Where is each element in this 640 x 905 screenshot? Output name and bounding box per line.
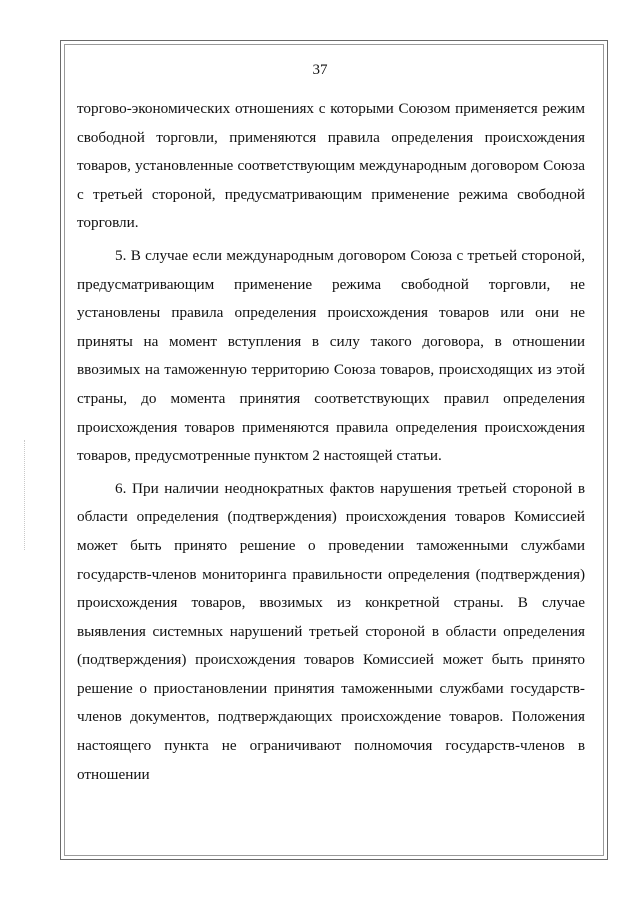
paragraph-item-6: 6. При наличии неоднократных фактов нарушения третьей стороной в области определения (подтверждения) происхождения товаров Комиссией может быть принято решение о проведении таможенными службами государств-членов мониторинга правильности определения (подтверждения) происхождения товаров, ввозимых из конкретной страны. В случае выявления системных нарушений третьей стороной в области определения (подтверждения) происхождения товаров Комиссией может быть принято решение о приостановлении принятия таможенными службами государств-членов документов, подтверждающих происхождение товаров. Положения настоящего пункта не ограничивают полномочия государств-членов в отношении: [77, 479, 585, 783]
paragraph-continued: торгово-экономических отношениях с которыми Союзом применяется режим свободной торговли, применяются правила определения происхождения товаров, установленные соответствующим международным договором Союза с третьей стороной, предусматривающим применение режима свободной торговли.: [77, 100, 585, 232]
page-number: 37: [312, 62, 328, 78]
document-body: [77, 95, 585, 789]
scan-margin-specks: [24, 440, 27, 550]
paragraph-item-5: 5. В случае если международным договором Союза с третьей стороной, предусматривающим применение режима свободной торговли, не установлены правила определения происхождения товаров или они не приняты на момент вступления в силу такого договора, в отношении ввозимых на таможенную территорию Союза товаров, происходящих из этой страны, до момента принятия соответствующих правил определения происхождения товаров применяются правила определения происхождения товаров, предусмотренные пунктом 2 настоящей статьи.: [77, 246, 585, 465]
